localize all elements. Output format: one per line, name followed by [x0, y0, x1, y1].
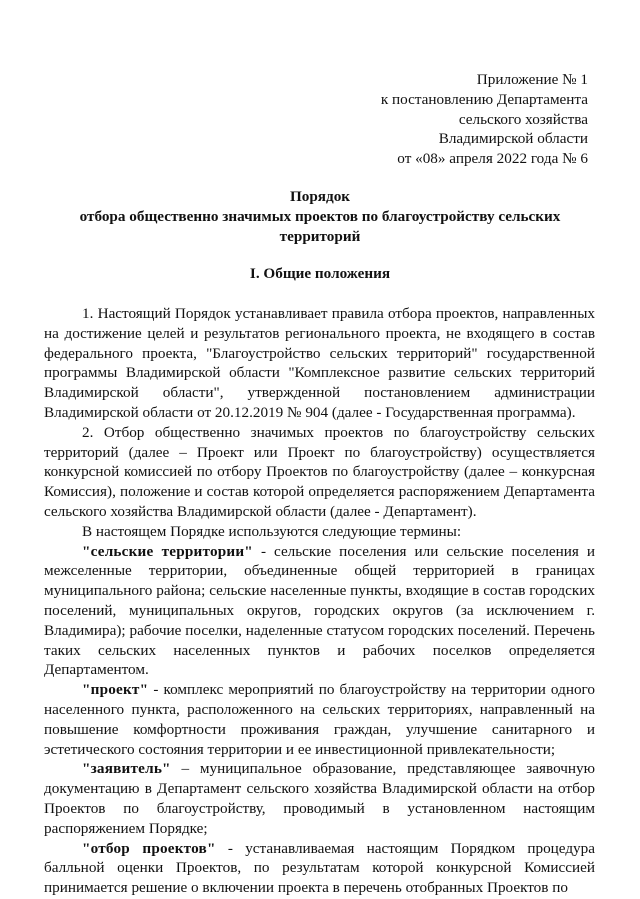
- term-definition: [44, 839, 595, 898]
- paragraph-2: 2. Отбор общественно значимых проектов по благоустройству сельских территорий (далее – Проект или Проект по благоустройству) осуществляется конкурсной комиссией по отбору Проектов по благоустройству (далее – конкурсная Комиссия), положение и состав которой определяется распоряжением Департамента сельского хозяйства Владимирской области (далее - Департамент).: [44, 423, 595, 520]
- title-line-1: Порядок: [289, 188, 351, 205]
- term-text: - устанавливаемая настоящим Порядком процедура балльной оценки Проектов, по результатам которой конкурсной Комиссией принимается решение о включении проекта в перечень отобранных Проектов по: [44, 839, 595, 897]
- document-title: [40, 187, 600, 246]
- term-name: "заявитель": [82, 760, 171, 778]
- term-definition: [44, 759, 595, 838]
- paragraph-3: В настоящем Порядке используются следующие термины:: [82, 522, 462, 540]
- appendix-line: Владимирской области: [438, 130, 588, 148]
- appendix-line: к постановлению Департамента: [380, 90, 588, 108]
- term-definition: [44, 542, 595, 681]
- term-name: "отбор проектов": [82, 839, 216, 857]
- title-line-2: отбора общественно значимых проектов по благоустройству сельских территорий: [79, 207, 561, 245]
- term-name: "сельские территории": [82, 542, 253, 560]
- appendix-line: от «08» апреля 2022 года № 6: [397, 150, 588, 168]
- term-name: "проект": [82, 681, 149, 699]
- appendix-line: сельского хозяйства: [458, 110, 588, 128]
- term-text: - сельские поселения или сельские поселения и межселенные территории, объединенные общей территорией в границах муниципального района; сельские населенные пункты, входящие в состав городских поселений, муниципальных округов, городских округов (за исключением г. Владимира); рабочие поселки, наделенные статусом городских поселений. Перечень таких сельских населенных пунктов и рабочих поселков определяется Департаментом.: [44, 542, 596, 679]
- appendix-line: Приложение № 1: [476, 71, 588, 88]
- term-text: - комплекс мероприятий по благоустройству на территории одного населенного пункта, расположенного на сельских территориях, направленный на повышение комфортности проживания граждан, улучшение санитарного и эстетического состояния территории и ее инвестиционной привлекательности;: [44, 681, 595, 758]
- appendix-header: [288, 70, 588, 169]
- paragraph-1: 1. Настоящий Порядок устанавливает правила отбора проектов, направленных на достижение целей и результатов регионального проекта, не входящего в состав федерального проекта, "Благоустройство сельских территорий" государственной программы Владимирской области "Комплексное развитие сельских территорий Владимирской области", утвержденной постановлением администрации Владимирской области от 20.12.2019 № 904 (далее - Государственная программа).: [44, 305, 595, 421]
- term-text: – муниципальное образование, представляющее заявочную документацию в Департамент сельского хозяйства Владимирской области на отбор Проектов по благоустройству, проводимый в установленном настоящим распоряжением Порядке;: [44, 760, 595, 837]
- document-body: [44, 304, 595, 898]
- term-definition: [44, 680, 595, 759]
- section-heading: I. Общие положения: [249, 265, 391, 282]
